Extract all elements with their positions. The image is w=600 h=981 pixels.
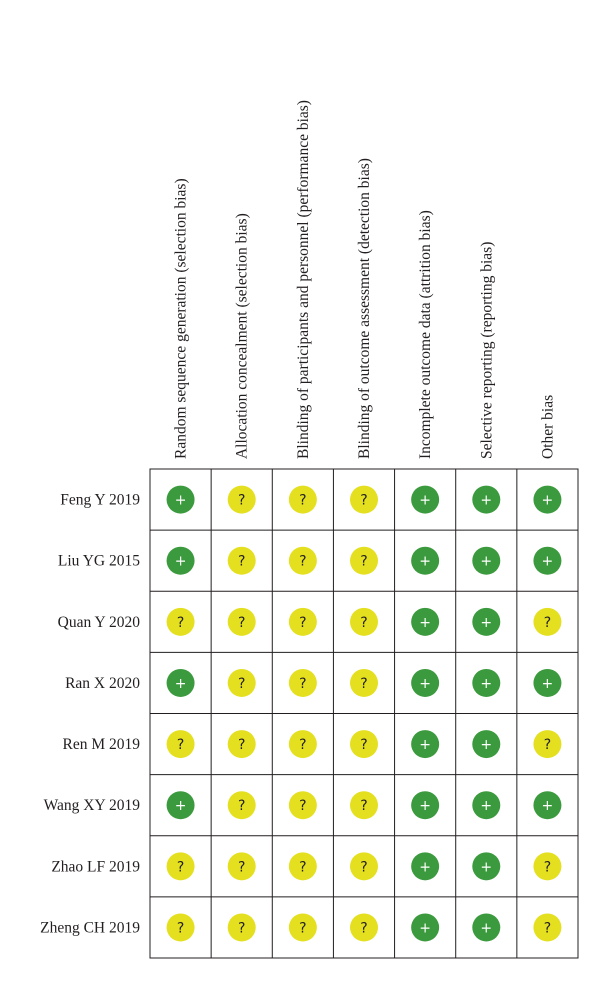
unclear-risk-symbol: ?: [299, 920, 307, 937]
unclear-risk-symbol: ?: [176, 737, 185, 754]
unclear-risk-symbol: ?: [237, 737, 246, 754]
row-label-quan-y-2020: Quan Y 2020: [57, 613, 140, 631]
cell-low-risk: [472, 608, 500, 636]
low-risk-symbol: +: [419, 553, 432, 570]
cell-unclear-risk: [350, 852, 378, 880]
cell-unclear-risk: [228, 608, 256, 636]
low-risk-symbol: +: [480, 492, 493, 509]
column-labels: [173, 100, 557, 459]
cell-unclear-risk: [167, 913, 195, 941]
unclear-risk-symbol: ?: [360, 737, 368, 754]
cell-unclear-risk: [289, 486, 317, 514]
unclear-risk-symbol: ?: [543, 614, 552, 631]
cell-low-risk: [167, 791, 195, 819]
unclear-risk-symbol: ?: [299, 859, 307, 876]
cell-low-risk: [472, 791, 500, 819]
cell-low-risk: [472, 913, 500, 941]
cell-unclear-risk: [289, 608, 317, 636]
cell-low-risk: [472, 547, 500, 575]
row-label-wang-xy-2019: Wang XY 2019: [43, 797, 140, 815]
cell-unclear-risk: [167, 608, 195, 636]
row-label-zhao-lf-2019: Zhao LF 2019: [51, 858, 140, 876]
low-risk-symbol: +: [541, 675, 554, 692]
cell-unclear-risk: [289, 913, 317, 941]
unclear-risk-symbol: ?: [237, 859, 246, 876]
unclear-risk-symbol: ?: [176, 920, 185, 937]
low-risk-symbol: +: [541, 798, 554, 815]
cell-unclear-risk: [167, 852, 195, 880]
cell-unclear-risk: [167, 730, 195, 758]
cell-low-risk: [472, 852, 500, 880]
cell-low-risk: [411, 730, 439, 758]
low-risk-symbol: +: [480, 675, 493, 692]
column-label-random-sequence-generation-selection-bias: Random sequence generation (selection bias): [172, 178, 190, 460]
cell-unclear-risk: [350, 608, 378, 636]
unclear-risk-symbol: ?: [237, 920, 246, 937]
unclear-risk-symbol: ?: [360, 859, 368, 876]
cell-low-risk: [533, 669, 561, 697]
unclear-risk-symbol: ?: [299, 675, 307, 692]
low-risk-symbol: +: [419, 859, 432, 876]
unclear-risk-symbol: ?: [360, 553, 368, 570]
cell-unclear-risk: [289, 730, 317, 758]
unclear-risk-symbol: ?: [299, 553, 307, 570]
unclear-risk-symbol: ?: [237, 675, 246, 692]
cell-unclear-risk: [533, 852, 561, 880]
cell-unclear-risk: [289, 791, 317, 819]
cell-unclear-risk: [533, 730, 561, 758]
low-risk-symbol: +: [480, 920, 493, 937]
low-risk-symbol: +: [174, 553, 187, 570]
unclear-risk-symbol: ?: [237, 614, 246, 631]
cell-low-risk: [411, 913, 439, 941]
column-label-incomplete-outcome-data-attrition-bias: Incomplete outcome data (attrition bias): [417, 210, 435, 459]
low-risk-symbol: +: [480, 614, 493, 631]
cell-unclear-risk: [228, 486, 256, 514]
cell-unclear-risk: [350, 791, 378, 819]
unclear-risk-symbol: ?: [360, 614, 368, 631]
cell-low-risk: [411, 486, 439, 514]
cell-low-risk: [411, 547, 439, 575]
column-label-other-bias: Other bias: [539, 394, 557, 459]
unclear-risk-symbol: ?: [360, 675, 368, 692]
cell-low-risk: [533, 547, 561, 575]
cell-low-risk: [411, 791, 439, 819]
cell-unclear-risk: [228, 791, 256, 819]
unclear-risk-symbol: ?: [543, 920, 552, 937]
low-risk-symbol: +: [419, 737, 432, 754]
cell-unclear-risk: [533, 608, 561, 636]
cell-unclear-risk: [350, 669, 378, 697]
cell-unclear-risk: [228, 913, 256, 941]
cell-unclear-risk: [228, 852, 256, 880]
cell-low-risk: [411, 669, 439, 697]
unclear-risk-symbol: ?: [237, 798, 246, 815]
cell-unclear-risk: [228, 730, 256, 758]
cell-low-risk: [167, 547, 195, 575]
cell-unclear-risk: [350, 547, 378, 575]
cell-low-risk: [167, 486, 195, 514]
low-risk-symbol: +: [480, 859, 493, 876]
row-label-ren-m-2019: Ren M 2019: [62, 736, 140, 754]
cell-unclear-risk: [350, 730, 378, 758]
unclear-risk-symbol: ?: [299, 614, 307, 631]
table-grid: [150, 469, 578, 958]
cell-low-risk: [411, 852, 439, 880]
row-label-liu-yg-2015: Liu YG 2015: [57, 552, 140, 570]
low-risk-symbol: +: [480, 798, 493, 815]
cell-unclear-risk: [228, 547, 256, 575]
cell-unclear-risk: [289, 669, 317, 697]
cell-unclear-risk: [289, 852, 317, 880]
cell-low-risk: [472, 669, 500, 697]
low-risk-symbol: +: [419, 492, 432, 509]
low-risk-symbol: +: [541, 553, 554, 570]
unclear-risk-symbol: ?: [299, 492, 307, 509]
row-labels: [40, 492, 140, 937]
column-label-blinding-of-participants-and-personnel-performance-bias: Blinding of participants and personnel (performance bias): [294, 100, 312, 459]
cell-low-risk: [167, 669, 195, 697]
column-label-allocation-concealment-selection-bias: Allocation concealment (selection bias): [233, 213, 251, 459]
low-risk-symbol: +: [419, 920, 432, 937]
row-label-feng-y-2019: Feng Y 2019: [60, 491, 140, 509]
cell-unclear-risk: [350, 913, 378, 941]
low-risk-symbol: +: [174, 492, 187, 509]
cell-unclear-risk: [228, 669, 256, 697]
low-risk-symbol: +: [541, 492, 554, 509]
cell-low-risk: [472, 486, 500, 514]
row-label-zheng-ch-2019: Zheng CH 2019: [40, 919, 140, 937]
low-risk-symbol: +: [419, 675, 432, 692]
unclear-risk-symbol: ?: [176, 614, 185, 631]
column-label-selective-reporting-reporting-bias: Selective reporting (reporting bias): [478, 241, 496, 459]
column-label-blinding-of-outcome-assessment-detection-bias: Blinding of outcome assessment (detection bias): [356, 158, 373, 459]
cell-unclear-risk: [289, 547, 317, 575]
low-risk-symbol: +: [480, 737, 493, 754]
cell-low-risk: [472, 730, 500, 758]
unclear-risk-symbol: ?: [543, 859, 552, 876]
cell-low-risk: [533, 791, 561, 819]
unclear-risk-symbol: ?: [543, 737, 552, 754]
unclear-risk-symbol: ?: [176, 859, 185, 876]
cell-low-risk: [411, 608, 439, 636]
cell-unclear-risk: [533, 913, 561, 941]
low-risk-symbol: +: [174, 798, 187, 815]
low-risk-symbol: +: [480, 553, 493, 570]
cell-low-risk: [533, 486, 561, 514]
unclear-risk-symbol: ?: [237, 492, 246, 509]
unclear-risk-symbol: ?: [299, 798, 307, 815]
low-risk-symbol: +: [419, 798, 432, 815]
cell-unclear-risk: [350, 486, 378, 514]
unclear-risk-symbol: ?: [237, 553, 246, 570]
row-label-ran-x-2020: Ran X 2020: [65, 674, 140, 692]
low-risk-symbol: +: [174, 675, 187, 692]
unclear-risk-symbol: ?: [360, 920, 368, 937]
low-risk-symbol: +: [419, 614, 432, 631]
unclear-risk-symbol: ?: [299, 737, 307, 754]
unclear-risk-symbol: ?: [360, 798, 368, 815]
unclear-risk-symbol: ?: [360, 492, 368, 509]
